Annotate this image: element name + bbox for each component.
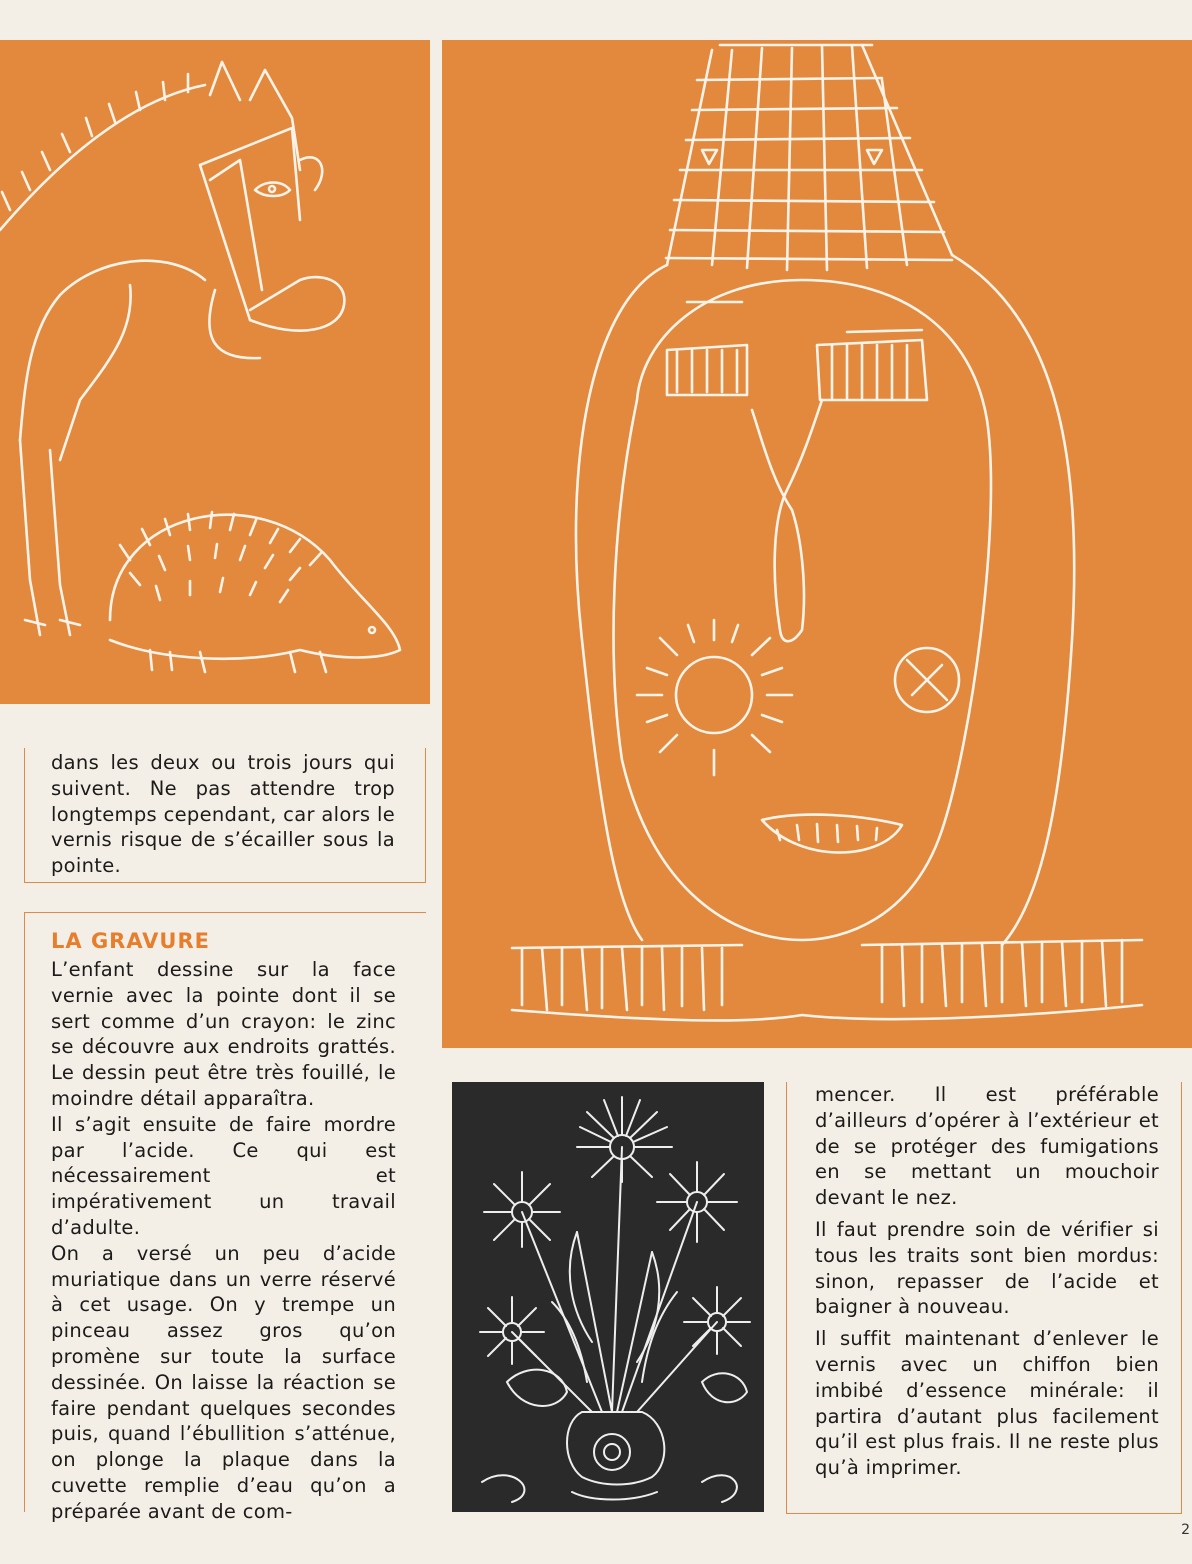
horse-hedgehog-drawing: [0, 40, 430, 704]
face-portrait-drawing: [442, 40, 1192, 1048]
gravure-paragraph-1: L’enfant dessine sur la face vernie avec la pointe dont il se sert comme d’un crayon: le zinc se découvre aux endroits grattés. Le dessin peut être très fouillé, le moindre détail apparaîtra.: [51, 958, 396, 1110]
right-paragraph-2: Il faut prendre soin de vérifier si tous les traits sont bien mordus: sinon, repasser de l’acide et baigner à nouveau.: [815, 1217, 1159, 1319]
text-box-top: [24, 748, 426, 883]
right-paragraph-3: Il suffit maintenant d’enlever le vernis avec un chiffon bien imbibé d’essence minérale: il partira d’autant plus facilement qu’il est plus frais. Il ne reste plus qu’à imprimer.: [815, 1327, 1159, 1480]
gravure-section: [24, 912, 426, 1523]
page-number: 2: [1181, 1522, 1190, 1538]
section-heading: LA GRAVURE: [51, 929, 210, 953]
text-box-right: [786, 1082, 1182, 1514]
gravure-paragraph-2: Il s’agit ensuite de faire mordre par l’acide. Ce qui est nécessairement et impérativement un travail d’adulte.: [51, 1112, 396, 1239]
gravure-paragraph-3: On a versé un peu d’acide muriatique dans un verre réservé à cet usage. On y trempe un pinceau assez gros qu’on promène sur toute la surface dessinée. On laisse la réaction se faire pendant quelques secondes puis, quand l’ébullition s’atténue, on plonge la plaque dans la cuvette remplie d’eau qu’on a préparée avant de com-: [51, 1241, 396, 1523]
face-portrait-print: [442, 40, 1192, 1048]
right-paragraph-1: mencer. Il est préférable d’ailleurs d’opérer à l’extérieur et de se protéger des fumigations en se mettant un mouchoir devant le nez.: [815, 1083, 1159, 1210]
flower-vase-print: [452, 1082, 764, 1512]
horse-hedgehog-print: [0, 40, 430, 704]
paragraph-top: dans les deux ou trois jours qui suivent. Ne pas attendre trop longtemps cependant, car alors le vernis risque de s’écailler sous la pointe.: [51, 751, 395, 878]
flower-vase-drawing: [452, 1082, 764, 1512]
